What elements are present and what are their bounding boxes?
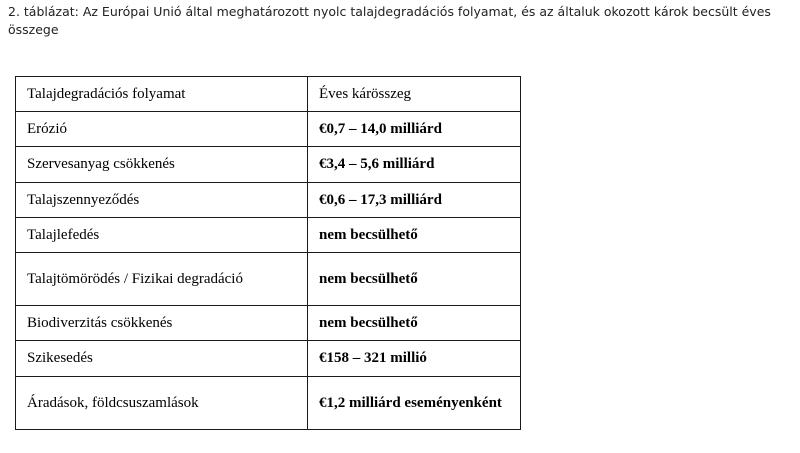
table-row <box>16 341 521 377</box>
cost-cell: nem becsülhető <box>308 253 521 306</box>
cost-cell: €0,7 – 14,0 milliárd <box>308 112 521 147</box>
table-caption: 2. táblázat: Az Európai Unió által meghatározott nyolc talajdegradációs folyamat, és az általuk okozott károk becsült éves összege <box>8 4 771 37</box>
process-cell: Áradások, földcsuszamlások <box>16 377 308 430</box>
table-row <box>16 147 521 183</box>
cost-cell: €158 – 321 millió <box>308 341 521 377</box>
process-cell: Talajtömörödés / Fizikai degradáció <box>16 253 308 306</box>
column-header-cost: Éves kárösszeg <box>308 77 521 112</box>
column-header-process: Talajdegradációs folyamat <box>16 77 308 112</box>
table-header-row <box>16 77 521 112</box>
cost-cell: nem becsülhető <box>308 218 521 253</box>
cost-cell: €0,6 – 17,3 milliárd <box>308 183 521 218</box>
cost-cell: €1,2 milliárd eseményenként <box>308 377 521 430</box>
cost-cell: nem becsülhető <box>308 306 521 341</box>
table-row <box>16 377 521 430</box>
process-cell: Biodiverzitás csökkenés <box>16 306 308 341</box>
soil-degradation-table <box>15 76 521 430</box>
process-cell: Talajlefedés <box>16 218 308 253</box>
table-row <box>16 218 521 253</box>
process-cell: Erózió <box>16 112 308 147</box>
table-row <box>16 306 521 341</box>
cost-cell: €3,4 – 5,6 milliárd <box>308 147 521 183</box>
table-row <box>16 253 521 306</box>
process-cell: Szervesanyag csökkenés <box>16 147 308 183</box>
table-row <box>16 112 521 147</box>
table-row <box>16 183 521 218</box>
process-cell: Szikesedés <box>16 341 308 377</box>
process-cell: Talajszennyeződés <box>16 183 308 218</box>
